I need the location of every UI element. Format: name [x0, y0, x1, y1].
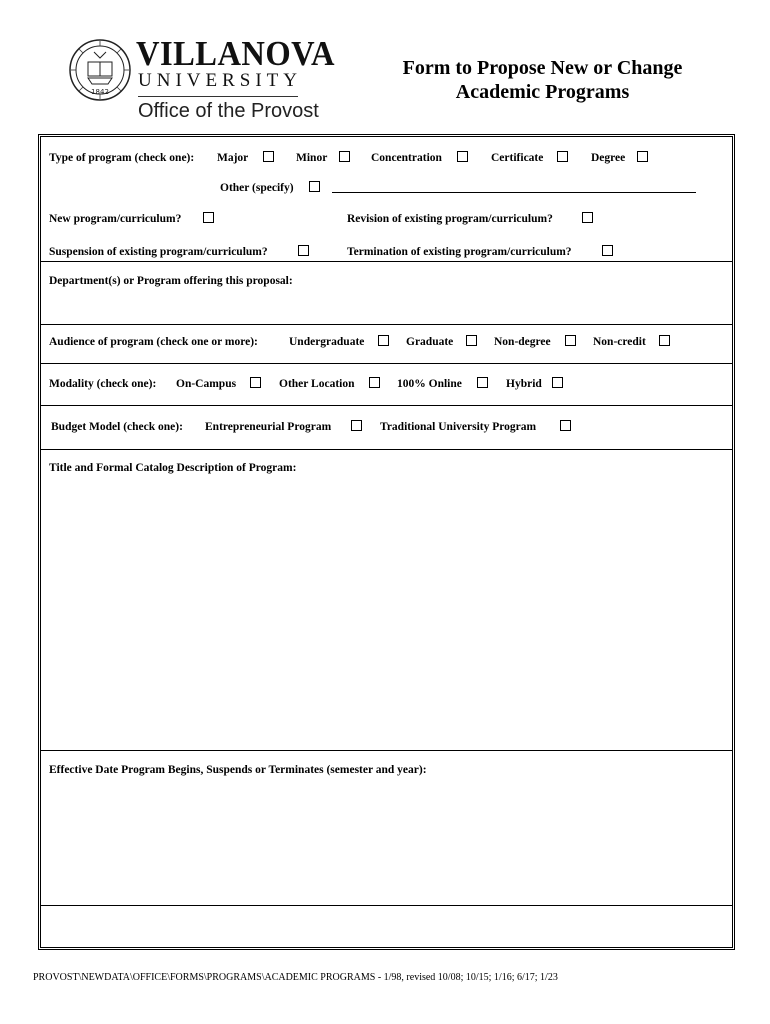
section-title-description[interactable] — [41, 450, 732, 751]
budget-entrepreneurial-label: Entrepreneurial Program — [205, 421, 332, 433]
section-department[interactable] — [41, 262, 732, 325]
checkbox-new-program[interactable] — [203, 212, 214, 223]
checkbox-on-campus[interactable] — [250, 377, 261, 388]
section-program-type — [41, 137, 732, 262]
seal-year: 1842 — [91, 88, 109, 96]
checkbox-non-credit[interactable] — [659, 335, 670, 346]
suspension-label: Suspension of existing program/curriculum? — [49, 246, 268, 258]
other-specify-field[interactable] — [332, 192, 696, 193]
logo-divider — [138, 96, 298, 97]
form-title-line2: Academic Programs — [455, 81, 630, 103]
effective-date-label: Effective Date Program Begins, Suspends or Terminates (semester and year): — [49, 764, 427, 776]
checkbox-termination[interactable] — [602, 245, 613, 256]
form-title — [380, 56, 705, 104]
checkbox-hybrid[interactable] — [552, 377, 563, 388]
form-title-line1: Form to Propose New or Change — [402, 57, 683, 79]
modality-other-location-label: Other Location — [279, 378, 355, 390]
logo-name: VILLANOVA — [136, 34, 335, 73]
modality-hybrid-label: Hybrid — [506, 378, 542, 390]
option-major-label: Major — [217, 152, 249, 164]
revision-label: Revision of existing program/curriculum? — [347, 213, 553, 225]
audience-graduate-label: Graduate — [406, 336, 454, 348]
audience-undergraduate-label: Undergraduate — [289, 336, 365, 348]
checkbox-non-degree[interactable] — [565, 335, 576, 346]
option-concentration-label: Concentration — [371, 152, 442, 164]
section-effective-date[interactable] — [41, 751, 732, 906]
modality-on-campus-label: On-Campus — [176, 378, 237, 390]
budget-traditional-label: Traditional University Program — [380, 421, 537, 433]
new-program-label: New program/curriculum? — [49, 213, 182, 225]
checkbox-other-location[interactable] — [369, 377, 380, 388]
checkbox-online[interactable] — [477, 377, 488, 388]
option-other-label: Other (specify) — [220, 182, 294, 194]
section-budget — [41, 406, 732, 450]
section-audience — [41, 325, 732, 364]
title-description-label: Title and Formal Catalog Description of Program: — [49, 462, 297, 474]
checkbox-minor[interactable] — [339, 151, 350, 162]
checkbox-degree[interactable] — [637, 151, 648, 162]
university-logo — [68, 36, 338, 126]
checkbox-suspension[interactable] — [298, 245, 309, 256]
checkbox-certificate[interactable] — [557, 151, 568, 162]
footer-path: PROVOST\NEWDATA\OFFICE\FORMS\PROGRAMS\ACADEMIC PROGRAMS - 1/98, revised 10/08; 10/15; 1/16; 6/17; 1/23 — [33, 972, 558, 983]
type-of-program-label: Type of program (check one): — [49, 152, 195, 164]
checkbox-traditional[interactable] — [560, 420, 571, 431]
audience-non-degree-label: Non-degree — [494, 336, 551, 348]
checkbox-major[interactable] — [263, 151, 274, 162]
checkbox-undergraduate[interactable] — [378, 335, 389, 346]
logo-office: Office of the Provost — [138, 100, 319, 122]
option-degree-label: Degree — [591, 152, 626, 164]
checkbox-graduate[interactable] — [466, 335, 477, 346]
option-certificate-label: Certificate — [491, 152, 544, 164]
modality-label: Modality (check one): — [49, 378, 157, 390]
budget-label: Budget Model (check one): — [51, 421, 183, 433]
university-seal-icon — [68, 38, 132, 102]
section-modality — [41, 364, 732, 406]
checkbox-other[interactable] — [309, 181, 320, 192]
audience-label: Audience of program (check one or more): — [49, 336, 258, 348]
option-minor-label: Minor — [296, 152, 328, 164]
modality-online-label: 100% Online — [397, 378, 462, 390]
logo-university: UNIVERSITY — [138, 70, 302, 91]
checkbox-entrepreneurial[interactable] — [351, 420, 362, 431]
department-label: Department(s) or Program offering this proposal: — [49, 275, 293, 287]
audience-non-credit-label: Non-credit — [593, 336, 646, 348]
section-blank-row[interactable] — [41, 906, 732, 947]
checkbox-revision[interactable] — [582, 212, 593, 223]
checkbox-concentration[interactable] — [457, 151, 468, 162]
proposal-form — [38, 134, 735, 950]
termination-label: Termination of existing program/curriculum? — [347, 246, 572, 258]
